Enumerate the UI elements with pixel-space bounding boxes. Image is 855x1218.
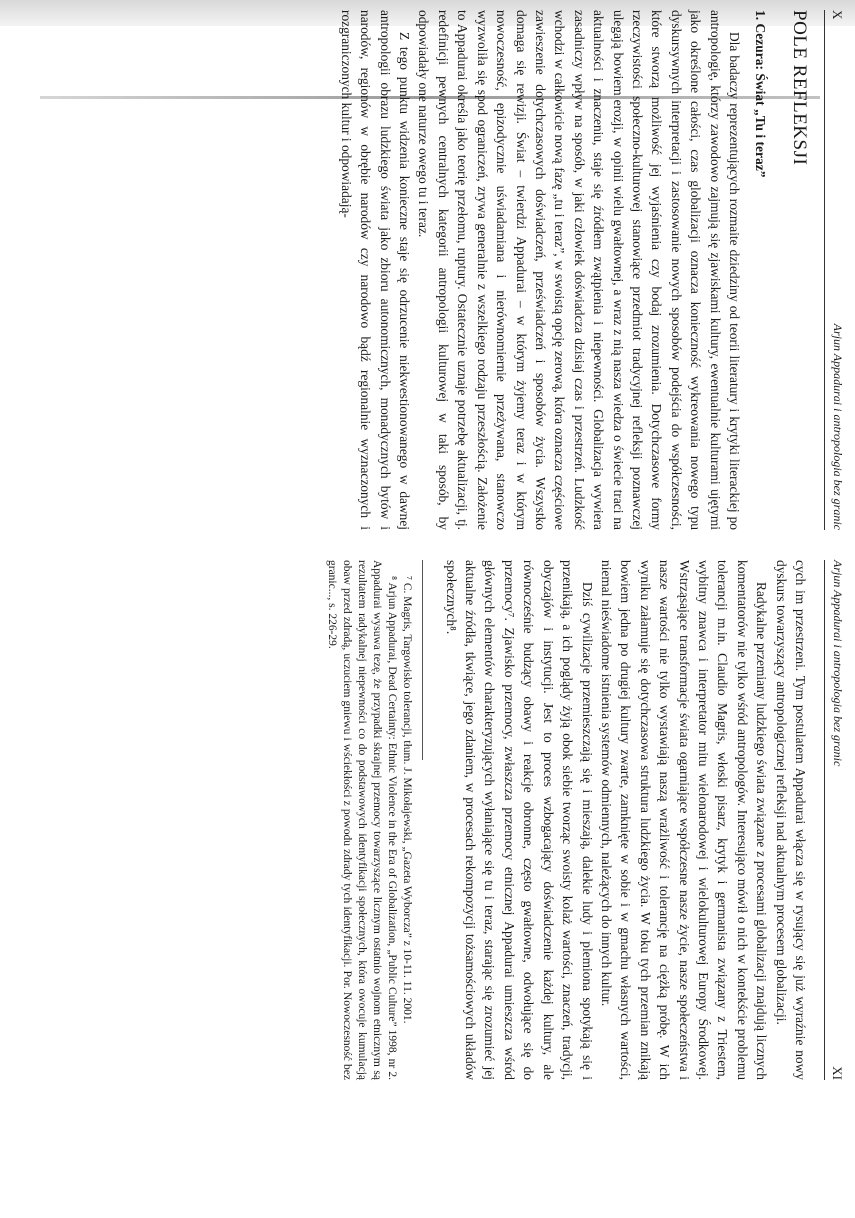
page-xi xyxy=(205,560,845,1080)
running-header: Arjun Appadurai i antropologia bez granic xyxy=(831,323,845,530)
page-xi-header xyxy=(824,560,845,1080)
page-x-header xyxy=(824,10,845,530)
running-header: Arjun Appadurai i antropologia bez granic xyxy=(831,560,845,767)
paragraph: Dziś cywilizacje przemieszczają się i mieszają, dalekie ludy i plemiona spotykają się i przenikają, a ich poglądy żyją obok siebie tworząc swoisty kolaż wartości, znaczeń, tradycji, obyczajów i instytucji. Jest to proces wzbogacający doświadczenie każdej kultury, ale równocześnie budzący obawy i reakcje obronne, często gwałtowne, odwołujące się do przemocy⁷. Zjawisko przemocy, zwłaszcza przemocy etnicznej Appadurai umieszcza wśród głównych elementów charakteryzujących wyłaniające się tu i teraz, starając się zrozumieć jej aktualne źródła, tkwiące, jego zdaniem, w procesach rekompozycji tożsamościowych układów społecznych⁸. xyxy=(443,560,595,1080)
footnote: ⁸ Arjun Appadurai, Dead Certainty: Ethnic Violence in the Era of Globalization, „Public Culture” 1998, nr 2. Appadurai wysuwa tezę, że przypadki skrajnej przemocy towarzyszące licznym ostatnio wojnom etnicznym są rezultatem radykalnej niepewności co do podstawowych identyfikacji społecznych, która owocuje kumulacją obaw przed zdradą, uczuciem gniewu i wściekłości z powodu zdrady tych identyfikacji. Por. Nowoczesność bez granic..., s. 226-29. xyxy=(326,560,399,1080)
paragraph: Z tego punktu widzenia konieczne staje się odrzucenie niekwestionowanego w dawnej antropologii obrazu ludzkiego świata jako zbioru autonomicznych, monadycznych bytów i narodów, regionów w obrębie narodów czy narodowo bądź regionalnie wyznaczonych i rozgraniczonych kultur i odpowiadają- xyxy=(338,10,413,530)
paragraph: cych im przestrzeni. Tym postulatem Appadurai włącza się w rysujący się już wyraźnie nowy dyskurs towarzyszący antropologicznej refleksji nad aktualnym procesem globalizacji. xyxy=(773,560,808,1080)
paragraph: Dla badaczy reprezentujących rozmaite dziedziny od teorii literatury i krytyki literackiej po antropologię, którzy zawodowo zajmują się zjawiskami kultury, ewentualnie kulturami ujętymi jako określone całości, czas globalizacji oznacza konieczność wykreowania nowego typu dyskursywnych interpretacji i zastosowanie nowych sposobów podejścia do współczesności, które stworzą możliwość jej wyjaśnienia czy bodaj zrozumienia. Dotychczasowe formy rzeczywistości społeczno-kulturowej stanowiące przedmiot tradycyjnej refleksji poznawczej ulegają bowiem erozji, w opinii wielu gwałtownej, a wraz z nią nasza wiedza o świecie traci na aktualności i znaczeniu, staje się źródłem zwątpienia i niepewności. Globalizacja wywiera zasadniczy wpływ na sposób, w jaki człowiek doświadcza dzisiaj czas i przestrzeń. Ludzkość wchodzi w całkowicie nową fazę „tu i teraz”, w swoistą opcję zerową, która oznacza częściowe zawieszenie dotychczasowych doświadczeń, przeświadczeń i sposobów życia. Wszystko domaga się rewizji. Świat – twierdzi Appadurai – w którym żyjemy teraz i w którym nowoczesność, epizodycznie uświadamiana i nierównomiernie przeżywana, stanowczo wyzwoliła się spod ograniczeń, zrywa generalnie z wszelkiego rodzaju przeszłością. Założenie to Appadurai określa jako teorię przełomu, ruptury. Ostatecznie uznaje potrzebę aktualizacji, tj. redefinicji pewnych centralnych kategorii antropologii kulturowej w taki sposób, by odpowiadały one naturze owego tu i teraz. xyxy=(416,10,742,530)
subheading: 1. Cezura: Świat „Tu i teraz” xyxy=(753,10,768,178)
page-number: XI xyxy=(830,1066,845,1080)
footnote: ⁷ C. Magris, Targowisko tolerancji, tłum. J. Mikołajewski, „Gazeta Wyborcza” z 10-11. 11. 2001. xyxy=(401,576,414,1024)
page-x xyxy=(205,10,845,530)
section-title: POLE REFLEKSJI xyxy=(789,10,810,166)
paragraph: Radykalne przemiany ludzkiego świata związane z procesami globalizacji znajdują licznych komentatorów nie tylko wśród antropologów. Interesująco mówił o nich w kontekście problemu tolerancji m.in. Claudio Magris, włoski pisarz, krytyk i germanista związany z Triestem, wybitny znawca i interpretator mitu wielonarodowej i wielokulturowej Europy Środkowej. Wstrząsające transformacje świata ogarniające współczesne nasze życie, nasze społeczeństwa i nasze wartości nie tylko wystawiają naszą wrażliwość i tolerancję na ciężką próbę. W ich wyniku załamuje się dotychczasowa struktura ludzkiego życia. W toku tych przemian znikają bowiem jedna po drugiej kultury zwarte, zamknięte w sobie i w gmachu własnych wartości, niemal nieświadome istnienia systemów odmiennych, należących do innych kultur. xyxy=(598,560,770,1080)
spread xyxy=(185,0,845,1090)
footnotes xyxy=(324,560,423,1080)
page-number: X xyxy=(830,10,845,20)
